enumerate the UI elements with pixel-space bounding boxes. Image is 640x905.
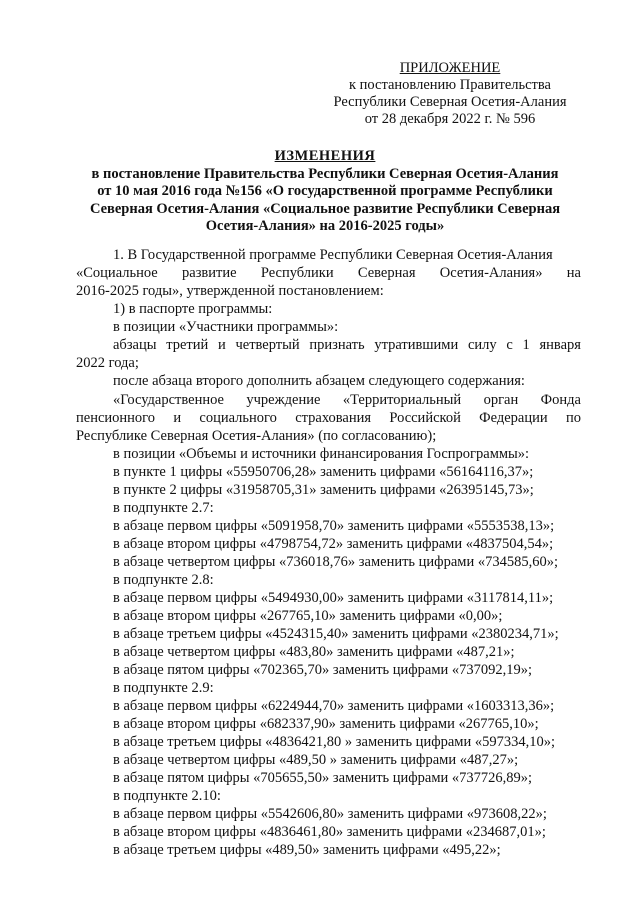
word: абзацы xyxy=(113,337,157,353)
word: учреждение xyxy=(246,392,321,408)
paragraph-1-line-3: 2016-2025 годы», утвержденной постановлением: xyxy=(76,283,384,299)
word: и xyxy=(173,410,182,426)
paragraph-28: в абзаце втором цифры «4836461,80» заменить цифрами «234687,01»; xyxy=(113,824,546,840)
paragraph-18: в абзаце четвертом цифры «483,80» заменить цифрами «487,21»; xyxy=(113,644,515,660)
word: по xyxy=(565,410,581,426)
paragraph-12: в абзаце втором цифры «4798754,72» заменить цифрами «4837504,54»; xyxy=(113,536,554,552)
word: третий xyxy=(166,337,209,353)
word: Республики xyxy=(260,265,334,281)
paragraph-6-line-2 xyxy=(76,410,581,427)
word: пенсионного xyxy=(76,410,156,426)
word: Российской xyxy=(389,410,461,426)
word: с xyxy=(506,337,513,353)
paragraph-15: в абзаце первом цифры «5494930,00» заменить цифрами «3117814,11»; xyxy=(113,590,554,606)
paragraph-19: в абзаце пятом цифры «702365,70» заменить цифрами «737092,19»; xyxy=(113,662,533,678)
paragraph-25: в абзаце пятом цифры «705655,50» заменить цифрами «737726,89»; xyxy=(113,770,533,786)
paragraph-2: 1) в паспорте программы: xyxy=(113,301,273,317)
word: Осетия-Алания» xyxy=(439,265,543,281)
appendix-line-3: от 28 декабря 2022 г. № 596 xyxy=(364,111,536,127)
word: развитие xyxy=(182,265,237,281)
word: и xyxy=(217,337,226,353)
word: «Территориальный xyxy=(342,392,462,408)
paragraph-6-line-1 xyxy=(113,392,581,409)
word: Фонда xyxy=(540,392,581,408)
appendix-line-2: Республики Северная Осетия-Алания xyxy=(333,94,567,110)
paragraph-7: в позиции «Объемы и источники финансирования Госпрограммы»: xyxy=(113,446,530,462)
paragraph-4-line-1 xyxy=(113,337,581,354)
paragraph-3: в позиции «Участники программы»: xyxy=(113,319,339,335)
paragraph-29: в абзаце третьем цифры «489,50» заменить цифрами «495,22»; xyxy=(113,842,501,858)
word: «Государственное xyxy=(113,392,224,408)
word: утратившими xyxy=(374,337,459,353)
paragraph-5: после абзаца второго дополнить абзацем следующего содержания: xyxy=(113,373,525,389)
word: «Социальное xyxy=(76,265,158,281)
word: силу xyxy=(467,337,497,353)
paragraph-13: в абзаце четвертом цифры «736018,76» заменить цифрами «734585,60»; xyxy=(113,554,558,570)
word: четвертый xyxy=(235,337,300,353)
paragraph-26: в подпункте 2.10: xyxy=(113,788,221,804)
paragraph-16: в абзаце втором цифры «267765,10» заменить цифрами «0,00»; xyxy=(113,608,503,624)
paragraph-24: в абзаце четвертом цифры «489,50 » заменить цифрами «487,27»; xyxy=(113,752,519,768)
changes-heading xyxy=(60,148,590,236)
paragraph-23: в абзаце третьем цифры «4836421,80 » заменить цифрами «597334,10»; xyxy=(113,734,555,750)
appendix-block xyxy=(300,60,600,128)
paragraph-11: в абзаце первом цифры «5091958,70» заменить цифрами «5553538,13»; xyxy=(113,518,555,534)
paragraph-4-line-2: 2022 года; xyxy=(76,355,139,371)
word: Северная xyxy=(357,265,416,281)
word: орган xyxy=(483,392,519,408)
appendix-line-1: к постановлению Правительства xyxy=(349,77,551,93)
paragraph-21: в абзаце первом цифры «6224944,70» заменить цифрами «1603313,36»; xyxy=(113,698,555,714)
paragraph-22: в абзаце втором цифры «682337,90» заменить цифрами «267765,10»; xyxy=(113,716,539,732)
paragraph-14: в подпункте 2.8: xyxy=(113,572,214,588)
word: социального xyxy=(199,410,277,426)
word: страхования xyxy=(295,410,372,426)
appendix-title: ПРИЛОЖЕНИЕ xyxy=(399,60,501,76)
word: Федерации xyxy=(479,410,548,426)
paragraph-6-line-3: Республике Северная Осетия-Алания» (по согласованию); xyxy=(76,428,437,444)
word: признать xyxy=(309,337,365,353)
changes-title: ИЗМЕНЕНИЯ xyxy=(274,148,376,164)
heading-line-4: Осетия-Алания» на 2016-2025 годы» xyxy=(205,218,445,234)
heading-line-2: от 10 мая 2016 года №156 «О государственной программе Республики xyxy=(97,183,553,199)
word: на xyxy=(566,265,581,281)
paragraph-8: в пункте 1 цифры «55950706,28» заменить цифрами «56164116,37»; xyxy=(113,464,534,480)
word: 1 xyxy=(522,337,530,353)
paragraph-1-line-1: 1. В Государственной программе Республики Северная Осетия-Алания xyxy=(113,247,553,263)
paragraph-17: в абзаце третьем цифры «4524315,40» заменить цифрами «2380234,71»; xyxy=(113,626,559,642)
paragraph-20: в подпункте 2.9: xyxy=(113,680,214,696)
paragraph-27: в абзаце первом цифры «5542606,80» заменить цифрами «973608,22»; xyxy=(113,806,547,822)
heading-line-3: Северная Осетия-Алания «Социальное развитие Республики Северная xyxy=(89,200,561,217)
paragraph-1-line-2 xyxy=(76,265,581,282)
paragraph-10: в подпункте 2.7: xyxy=(113,500,214,516)
heading-line-1: в постановление Правительства Республики Северная Осетия-Алания xyxy=(91,165,559,182)
paragraph-9: в пункте 2 цифры «31958705,31» заменить цифрами «26395145,73»; xyxy=(113,482,534,498)
word: января xyxy=(539,337,581,353)
